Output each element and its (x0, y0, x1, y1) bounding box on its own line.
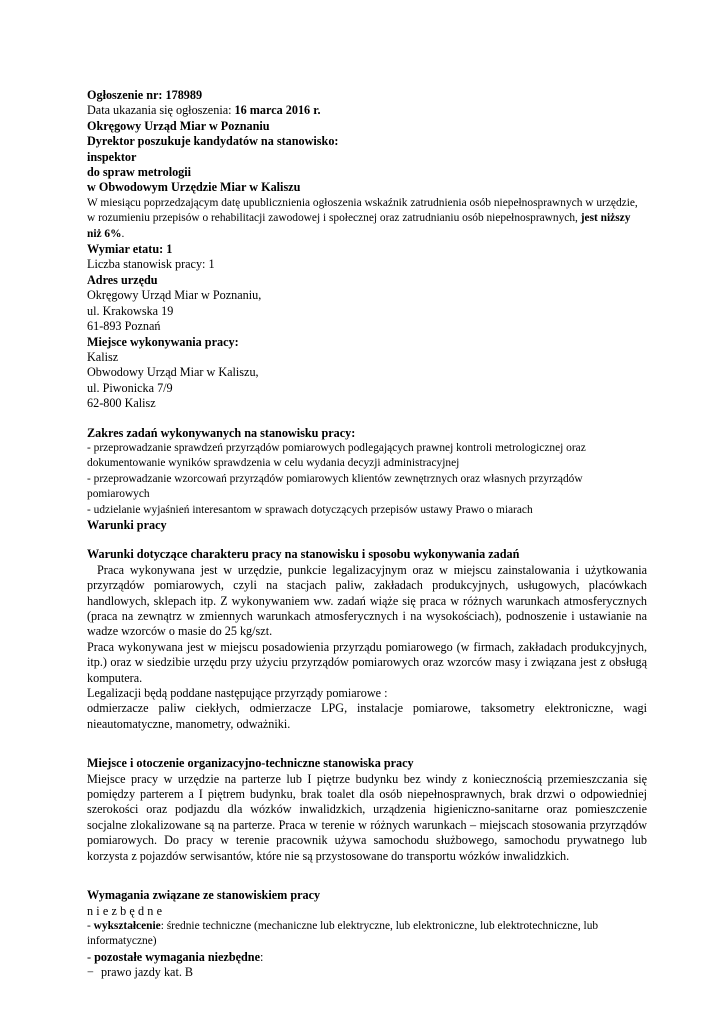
requirements-heading: Wymagania związane ze stanowiskiem pracy (87, 888, 321, 903)
requirement-item (87, 965, 647, 980)
dash-bullet: − (87, 965, 94, 980)
disability-notice-bold: jest niższy niż 6% (87, 212, 631, 240)
work-place-line3: ul. Piwonicka 7/9 (87, 380, 173, 395)
date-prefix: Data ukazania się ogłoszenia: (87, 103, 235, 118)
location-office: w Obwodowym Urzędzie Miar w Kaliszu (87, 180, 301, 195)
conditions-heading: Warunki pracy (87, 517, 167, 532)
conditions-paragraph: odmierzacze paliw ciekłych, odmierzacze LPG, instalacje pomiarowe, taksometry elektroniczne, wagi nieautomatyczne, manometry, odważniki. (87, 701, 647, 731)
work-place-heading: Miejsce wykonywania pracy: (87, 334, 239, 349)
requirement-item-text: prawo jazdy kat. B (101, 965, 194, 980)
education-label: wykształcenie (93, 919, 161, 932)
office-address-line2: ul. Krakowska 19 (87, 303, 174, 318)
conditions-paragraph: Praca wykonywana jest w miejscu posadowienia przyrządu pomiarowego (w firmach, zakładach produkcyjnych, itp.) oraz w siedzibie urzędu przy użyciu przyrządów pomiarowych oraz wzorców masy i związana jest z obsługą komputera. (87, 639, 647, 685)
positions-count: Liczba stanowisk pracy: 1 (87, 257, 215, 272)
requirements-necessary: niezbędne (87, 903, 166, 918)
spacer (87, 533, 647, 547)
director-line: Dyrektor poszukuje kandydatów na stanowisko: (87, 134, 339, 149)
work-place-line1: Kalisz (87, 349, 119, 364)
ad-number: Ogłoszenie nr: 178989 (87, 88, 203, 102)
environment-heading: Miejsce i otoczenie organizacyjno-techniczne stanowiska pracy (87, 756, 414, 771)
department: do spraw metrologii (87, 165, 192, 180)
date-value: 16 marca 2016 r. (234, 103, 321, 118)
requirement-education (87, 919, 647, 950)
disability-notice-end: . (121, 227, 125, 240)
office-address-line3: 61-893 Poznań (87, 319, 161, 334)
office-address-line1: Okręgowy Urząd Miar w Poznaniu, (87, 288, 262, 303)
other-prefix: - (87, 949, 95, 964)
conditions-subheading: Warunki dotyczące charakteru pracy na stanowisku i sposobu wykonywania zadań (87, 547, 520, 562)
education-prefix: - (87, 919, 94, 932)
fte: Wymiar etatu: 1 (87, 242, 173, 257)
other-colon: : (260, 949, 264, 964)
other-label: pozostałe wymagania niezbędne (94, 949, 260, 964)
work-place-line2: Obwodowy Urząd Miar w Kaliszu, (87, 365, 259, 380)
office-name: Okręgowy Urząd Miar w Poznaniu (87, 118, 270, 133)
spacer (87, 412, 647, 426)
work-place-line4: 62-800 Kalisz (87, 396, 156, 411)
conditions-paragraph: Praca wykonywana jest w urzędzie, punkcie legalizacyjnym oraz w miejscu zainstalowania i użytkowania przyrządów pomiarowych, czyli na stacjach paliw, zakładach produkcyjnych, usługowych, placówkach handlowych, sklepach itp. Z wykonywaniem ww. zadań wiąże się praca w różnych warunkach atmosferycznych (praca na zewnątrz w zmiennych warunkach atmosferycznych i na wysokościach), podnoszenie i ustawianie na wadze wzorców o masie do 25 kg/szt. (87, 562, 647, 639)
task-item: - udzielanie wyjaśnień interesantom w sprawach dotyczących przepisów ustawy Prawo o miarach (87, 503, 533, 516)
disability-notice (87, 196, 647, 242)
spacer (87, 864, 647, 888)
document-page (87, 88, 647, 981)
task-item: - przeprowadzanie wzorcowań przyrządów pomiarowych klientów zewnętrznych oraz własnych przyrządów pomiarowych (87, 472, 583, 501)
publication-date (87, 103, 647, 118)
conditions-paragraph: Legalizacji będą poddane następujące przyrządy pomiarowe : (87, 686, 388, 701)
position-title: inspektor (87, 149, 137, 164)
spacer (87, 732, 647, 756)
disability-notice-text: W miesiącu poprzedzającym datę upublicznienia ogłoszenia wskaźnik zatrudnienia osób niepełnosprawnych w urzędzie, w rozumieniu przepisów o rehabilitacji zawodowej i społecznej oraz zatrudnianiu osób niepełnosprawnych, (87, 196, 638, 225)
environment-text: Miejsce pracy w urzędzie na parterze lub I piętrze budynku bez windy z koniecznością przemieszczania się pomiędzy parterem a I piętrem budynku, brak toalet dla osób niepełnosprawnych, brak drzwi o odpowiedniej szerokości oraz podjazdu dla wózków inwalidzkich, urządzenia higieniczno-sanitarne oraz pomieszczenie socjalne zlokalizowane są na parterze. Praca w terenie w różnych warunkach – miejscach stosowania przyrządów pomiarowych. Do pracy w terenie pracownik używa samochodu służbowego, samochodu prywatnego lub korzysta z pojazdów serwisantów, które nie są przystosowane do transportu wózków inwalidzkich. (87, 771, 647, 863)
requirement-other (87, 950, 647, 965)
tasks-heading: Zakres zadań wykonywanych na stanowisku pracy: (87, 425, 356, 440)
office-address-heading: Adres urzędu (87, 272, 158, 287)
task-item: - przeprowadzanie sprawdzeń przyrządów pomiarowych podlegających prawnej kontroli metrologicznej oraz dokumentowanie wyników sprawdzenia w celu wydania decyzji administracyjnej (87, 441, 586, 470)
education-text: : średnie techniczne (mechaniczne lub elektryczne, lub elektroniczne, lub elektrotechniczne, lub informatyczne) (87, 919, 599, 948)
